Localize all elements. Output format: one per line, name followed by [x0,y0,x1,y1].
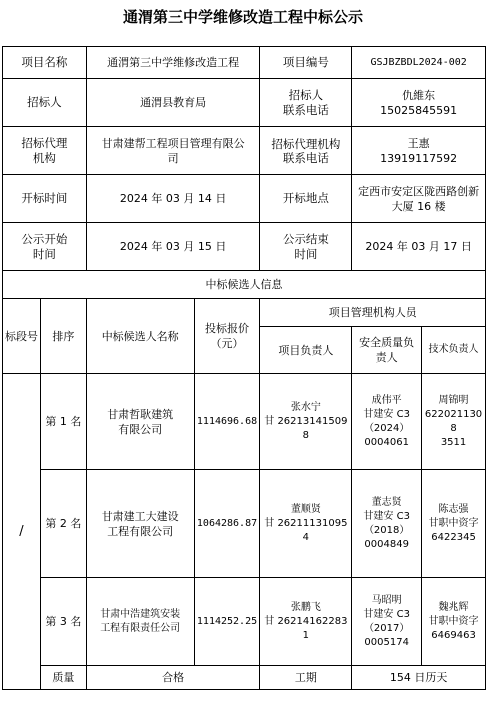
header-rank: 排序 [40,299,86,374]
quality-label: 质量 [40,666,86,690]
agent-value: 甘肃建帮工程项目管理有限公 司 [86,127,260,175]
header-tech: 技术负责人 [422,327,486,374]
candidate-tech: 魏兆辉 甘职中资字 6469463 [422,578,486,666]
candidate-rank: 第 1 名 [40,374,86,470]
tenderer-label: 招标人 [3,79,87,127]
header-safety: 安全质量负 责人 [352,327,422,374]
project-name-value: 通渭第三中学维修改造工程 [86,47,260,79]
period-value: 154 日历天 [352,666,486,690]
tenderer-value: 通渭县教育局 [86,79,260,127]
candidate-tech: 周锦明 6220211308 3511 [422,374,486,470]
section-no-value: / [3,374,41,690]
open-time-label: 开标时间 [3,175,87,223]
table-row [3,578,486,666]
candidate-tech: 陈志强 甘职中资字 6422345 [422,470,486,578]
bid-result-table [2,46,486,690]
candidate-name: 甘肃哲耿建筑 有限公司 [86,374,194,470]
candidate-price: 1114696.68 [194,374,260,470]
row-open-time [3,175,486,223]
publish-end-label: 公示结束 时间 [260,223,352,271]
period-label: 工期 [260,666,352,690]
candidate-safety: 董志贤 甘建安 C3 （2018） 0004849 [352,470,422,578]
candidate-pm: 张鹏飞 甘 262141622831 [260,578,352,666]
row-publish [3,223,486,271]
tenderer-contact-value: 仇維东 15025845591 [352,79,486,127]
header-bid-price: 投标报价 （元） [194,299,260,374]
open-place-value: 定西市安定区陇西路创新 大厦 16 楼 [352,175,486,223]
header-candidate-name: 中标候选人名称 [86,299,194,374]
candidate-rank: 第 2 名 [40,470,86,578]
quality-value: 合格 [86,666,260,690]
candidate-price: 1114252.25 [194,578,260,666]
header-staff-group: 项目管理机构人员 [260,299,486,327]
agent-label: 招标代理 机构 [3,127,87,175]
agent-contact-label: 招标代理机构 联系电话 [260,127,352,175]
publish-end-value: 2024 年 03 月 17 日 [352,223,486,271]
candidates-heading: 中标候选人信息 [3,271,486,299]
candidate-pm: 董顺贤 甘 262111310954 [260,470,352,578]
project-name-label: 项目名称 [3,47,87,79]
header-row-1 [3,299,486,327]
row-quality-period [3,666,486,690]
candidate-price: 1064286.87 [194,470,260,578]
agent-contact-value: 王惠 13919117592 [352,127,486,175]
candidate-rank: 第 3 名 [40,578,86,666]
header-section-no: 标段号 [3,299,41,374]
tenderer-contact-label: 招标人 联系电话 [260,79,352,127]
row-project-name [3,47,486,79]
header-pm: 项目负责人 [260,327,352,374]
publish-start-label: 公示开始 时间 [3,223,87,271]
publish-start-value: 2024 年 03 月 15 日 [86,223,260,271]
row-candidates-heading [3,271,486,299]
page-title: 通渭第三中学维修改造工程中标公示 [122,8,363,26]
candidate-name: 甘肃中浩建筑安装 工程有限责任公司 [86,578,194,666]
candidate-pm: 张水宁 甘 262131415098 [260,374,352,470]
open-place-label: 开标地点 [260,175,352,223]
candidate-safety: 成伟平 甘建安 C3 （2024） 0004061 [352,374,422,470]
table-row [3,374,486,470]
project-no-label: 项目编号 [260,47,352,79]
open-time-value: 2024 年 03 月 14 日 [86,175,260,223]
row-agent [3,127,486,175]
project-no-value: GSJBZBDL2024-002 [352,47,486,79]
table-row [3,470,486,578]
candidate-name: 甘肃建工大建设 工程有限公司 [86,470,194,578]
candidate-safety: 马昭明 甘建安 C3 （2017） 0005174 [352,578,422,666]
row-tenderer [3,79,486,127]
